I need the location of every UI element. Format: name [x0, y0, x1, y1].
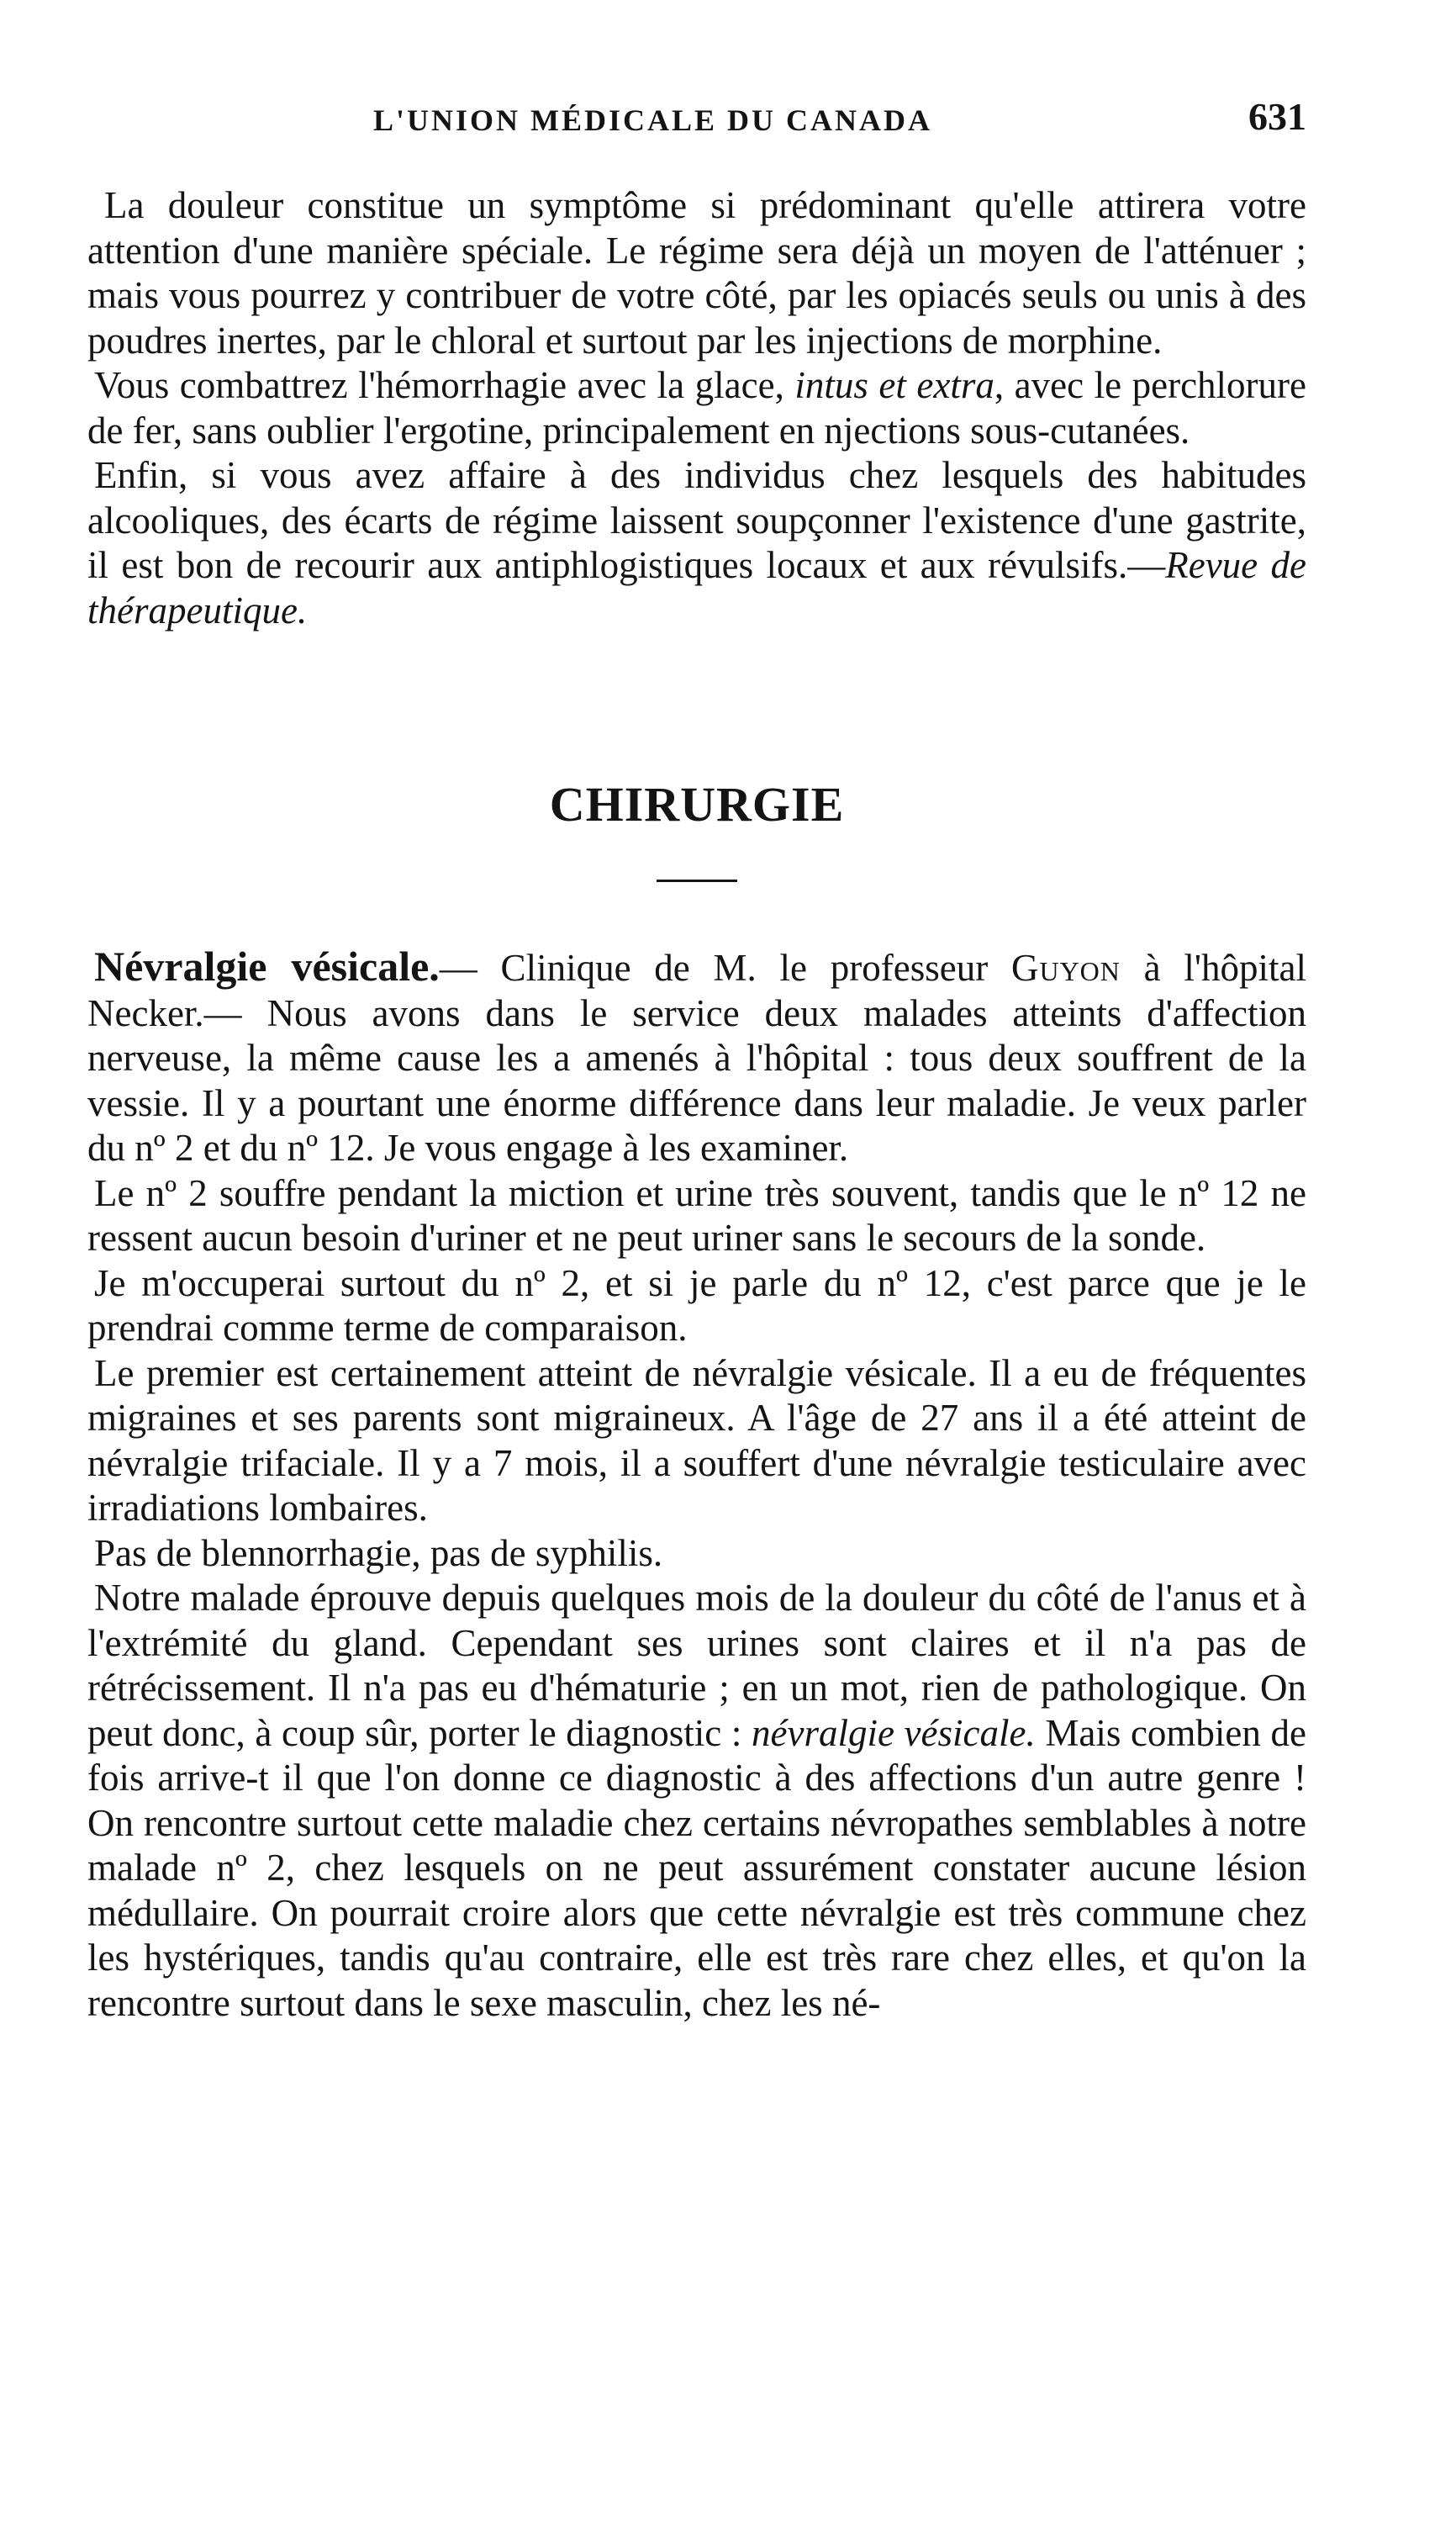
diagnosis-text-a: Notre malade éprouve depuis quelques mois de la douleur du côté de l'anus et à l'extrémité du gland. Cependant ses urines sont claires et il n'a pas de rétrécissement. Il n'a pas eu d'hématurie ; en un mot, rien de pathologique. On peut donc, à coup sûr, porter le diagnostic : [87, 1577, 1306, 1754]
hemorrhage-latin: intus et extra [794, 364, 994, 406]
diagnosis-text-b: Mais combien de fois arrive-t il que l'on donne ce diagnostic à des affections d'un autre genre ! On rencontre surtout cette maladie chez certains névropathes semblables à notre malade nº 2, chez lesquels on ne peut assurément constater aucune lésion médullaire. On pourrait croire alors que cette névralgie est très commune chez les hystériques, tandis qu'au contraire, elle est très rare chez elles, et qu'on la rencontre surtout dans le sexe masculin, chez les né- [87, 1711, 1306, 2024]
page-number: 631 [1248, 95, 1306, 138]
alcoholic-text: Enfin, si vous avez affaire à des individus chez lesquels des habitudes alcooliques, des écarts de régime laissent soupçonner l'existence d'une gastrite, il est bon de recourir aux antiphlogistiques locaux et aux révulsifs.— [87, 454, 1306, 586]
professor-name: Guyon [1010, 947, 1121, 989]
paragraph-no2-no12: Le nº 2 souffre pendant la miction et urine très souvent, tandis que le nº 12 ne ressent aucun besoin d'uriner et ne peut uriner sans le secours de la sonde. [87, 1171, 1306, 1259]
article-title: Névralgie vésicale. [94, 943, 440, 990]
section-title: CHIRURGIE [549, 777, 845, 832]
article-nevralgie [87, 944, 1306, 2026]
paragraph-diagnosis [87, 1576, 1306, 2026]
therapy-continuation [87, 183, 1306, 633]
document-page [87, 95, 1306, 2026]
paragraph-negatives: Pas de blennorrhagie, pas de syphilis. [94, 1531, 663, 1574]
article-lead-a: — Clinique de M. le professeur [439, 947, 1011, 989]
running-head [87, 95, 1306, 150]
paragraph-history: Le premier est certainement atteint de névralgie vésicale. Il a eu de fréquentes migraines et ses parents sont migraineux. A l'âge de 27 ans il a été atteint de névralgie trifaciale. Il y a 7 mois, il a souffert d'une névralgie testiculaire avec irradiations lombaires. [87, 1351, 1306, 1529]
source-citation: Revue de thérapeutique. [87, 544, 1306, 631]
journal-title: L'UNION MÉDICALE DU CANADA [373, 103, 933, 137]
diagnosis-italic: névralgie vésicale. [752, 1711, 1036, 1754]
paragraph-hemorrhage [87, 363, 1306, 453]
paragraph-alcoholic [87, 453, 1306, 633]
paragraph-comparison: Je m'occuperai surtout du nº 2, et si je parle du nº 12, c'est parce que je le prendrai comme terme de comparaison. [87, 1261, 1306, 1349]
paragraph-pain: La douleur constitue un symptôme si prédominant qu'elle attirera votre attention d'une manière spéciale. Le régime sera déjà un moyen de l'atténuer ; mais vous pourrez y contribuer de votre côté, par les opiacés seuls ou unis à des poudres inertes, par le chloral et surtout par les injections de morphine. [87, 184, 1306, 362]
hemorrhage-text-rest: , avec le perchlorure de fer, sans oublier l'ergotine, principalement en njections sous-cutanées. [87, 364, 1306, 452]
section-divider [657, 880, 737, 882]
article-lead-b: à l'hôpital Necker.— Nous avons dans le service deux malades atteints d'affection nerveuse, la même cause les a amenés à l'hôpital : tous deux souffrent de la vessie. Il y a pourtant une énorme différence dans leur maladie. Je veux parler du nº 2 et du nº 12. Je vous engage à les examiner. [87, 947, 1306, 1169]
hemorrhage-text: Vous combattrez l'hémorrhagie avec la glace, [94, 364, 795, 406]
article-lead [87, 944, 1306, 1171]
